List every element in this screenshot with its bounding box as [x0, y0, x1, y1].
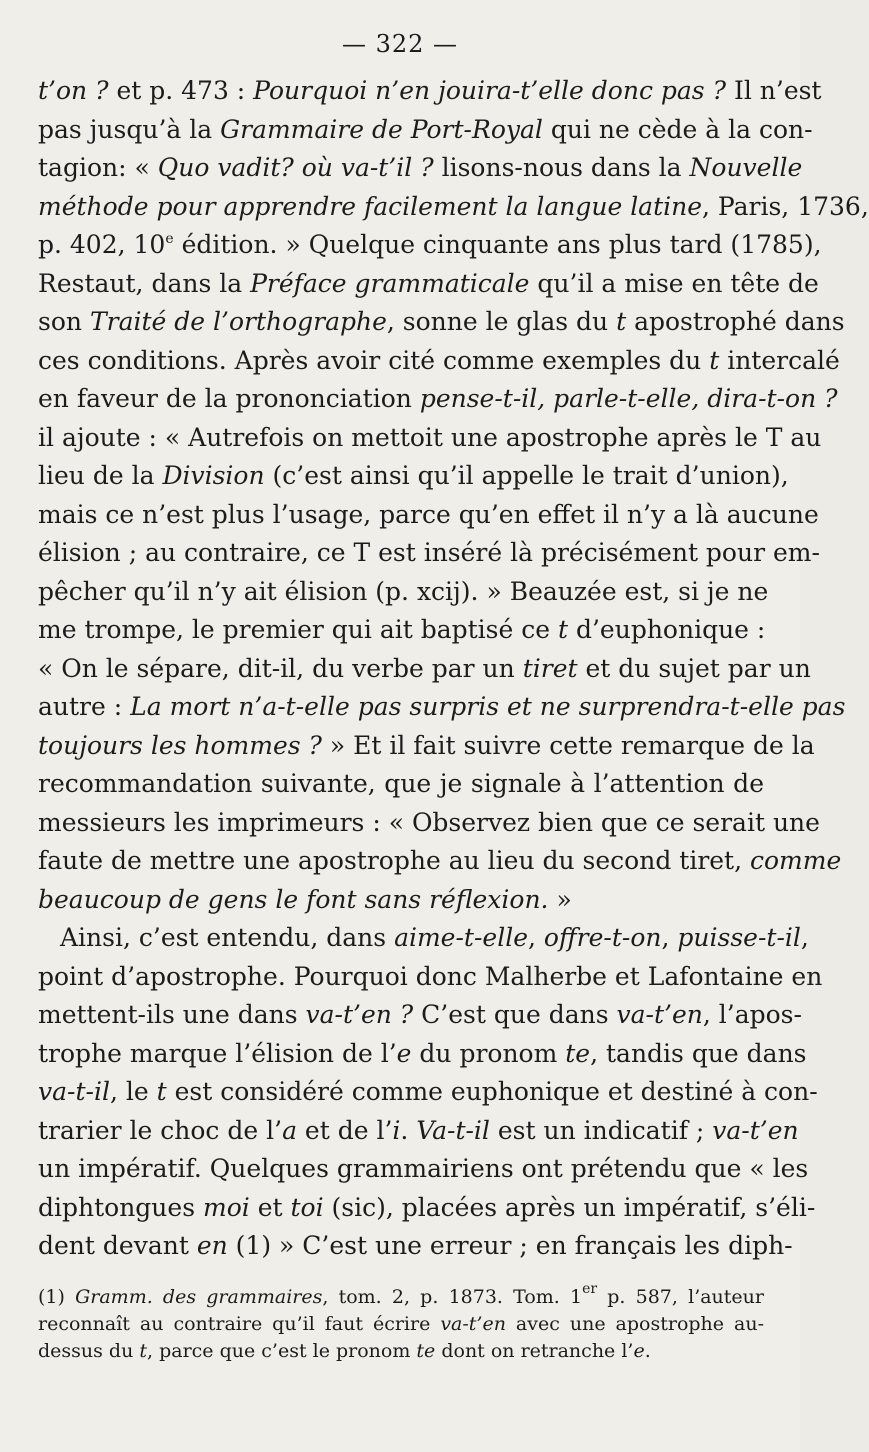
italic-text: te [416, 1340, 436, 1362]
text-run: pas jusqu’à la [38, 114, 221, 144]
text-line [38, 650, 811, 689]
text-run: , [661, 923, 678, 952]
text-line [38, 226, 822, 265]
italic-text: Division [162, 461, 265, 490]
text-run: , sonne le glas du [386, 307, 617, 336]
text-run: (sic), placées après un impératif, s’éli- [323, 1192, 816, 1222]
text-run: , parce que c’est le pronom [147, 1340, 417, 1362]
italic-text: toi [290, 1192, 324, 1222]
text-line [38, 688, 846, 727]
text-line [38, 1035, 807, 1074]
text-run: et de l’ [296, 1115, 393, 1145]
italic-text: en [196, 1231, 228, 1260]
text-line [38, 342, 840, 381]
text-run: p. 587, l’auteur [597, 1286, 764, 1308]
text-run: qui ne cède à la con- [542, 114, 813, 144]
text-run: pêcher qu’il n’y ait élision (p. xcij). » Beauzée est, si je ne [38, 576, 769, 606]
italic-text: Quo vadit? où va-t’il ? [157, 153, 434, 182]
text-run: un impératif. Quelques grammairiens ont prétendu que « les [38, 1154, 809, 1183]
text-run: trarier le choc de l’ [38, 1115, 283, 1145]
italic-text: Traité de l’orthographe [89, 307, 387, 336]
text-run: est un indicatif ; [489, 1115, 713, 1145]
italic-text: e [396, 1038, 412, 1068]
italic-text: a [282, 1115, 297, 1145]
text-line [38, 534, 820, 573]
italic-text: toujours les hommes ? [38, 730, 322, 760]
text-run: édition. » Quelque cinquante ans plus tard (1785), [173, 230, 822, 259]
footnote [38, 1281, 764, 1365]
text-line [38, 419, 822, 458]
italic-text: moi [202, 1192, 250, 1222]
text-line [38, 188, 869, 227]
text-run: , le [109, 1077, 157, 1106]
text-run: mettent-ils une dans [38, 1000, 306, 1029]
italic-text: va-t-il [38, 1077, 110, 1106]
italic-text: va-t’en ? [305, 1000, 414, 1029]
text-run: C’est que dans [413, 1000, 617, 1029]
italic-text: e [633, 1340, 645, 1362]
text-run: avec une apostrophe au- [505, 1313, 764, 1335]
text-line [38, 1189, 816, 1228]
text-run: » [548, 884, 572, 914]
text-run: (c’est ainsi qu’il appelle le trait d’union), [264, 461, 789, 490]
text-run: recommandation suivante, que je signale à l’attention de [38, 769, 764, 798]
text-line [38, 1227, 793, 1266]
text-run: son [38, 307, 90, 336]
text-line [38, 919, 809, 958]
text-run: et [249, 1192, 291, 1222]
text-run: faute de mettre une apostrophe au lieu du second tiret, [38, 846, 750, 875]
text-line [38, 457, 789, 496]
text-line [38, 265, 819, 304]
italic-text: tiret [522, 653, 578, 683]
text-run: lisons-nous dans la [433, 153, 690, 182]
italic-text: offre-t-on [543, 923, 662, 952]
italic-text: Nouvelle [689, 153, 803, 182]
text-run: qu’il a mise en tête de [529, 268, 819, 298]
italic-text: va-t’en [440, 1313, 506, 1335]
text-run: est considéré comme euphonique et destiné à con- [166, 1077, 818, 1106]
italic-text: Va-t-il [416, 1115, 490, 1145]
italic-text: t [616, 307, 627, 336]
text-run: p. 402, 10 [38, 230, 166, 259]
text-run: Ainsi, c’est entendu, dans [60, 923, 395, 952]
text-run: « On le sépare, dit-il, du verbe par un [38, 653, 523, 683]
text-line [38, 573, 769, 612]
italic-text: t [557, 615, 569, 644]
text-run: trophe marque l’élision de l’ [38, 1038, 397, 1068]
italic-text: va-t’en [616, 1000, 703, 1029]
text-line [38, 380, 838, 419]
italic-text: i [392, 1115, 401, 1145]
italic-text: Préface grammaticale [250, 268, 530, 298]
text-line [38, 149, 803, 188]
italic-text: t [709, 345, 720, 375]
text-run: élision ; au contraire, ce T est inséré là précisément pour em- [38, 538, 820, 567]
text-run: en faveur de la prononciation [38, 384, 420, 413]
text-line [38, 72, 822, 111]
text-run: , Paris, 1736, [702, 191, 869, 221]
italic-text: puisse-t-il [677, 923, 801, 952]
italic-text: pense-t-il, parle-t-elle, dira-t-on ? [419, 384, 838, 413]
text-run: (1) » C’est une erreur ; en français les diph- [227, 1231, 793, 1260]
text-run: diphtongues [38, 1192, 203, 1222]
text-line [38, 842, 842, 881]
text-run: messieurs les imprimeurs : « Observez bien que ce serait une [38, 807, 820, 837]
italic-text: t [139, 1340, 148, 1362]
italic-text: t [156, 1077, 167, 1106]
italic-text: Pourquoi n’en jouira-t’elle donc pas ? [253, 76, 726, 105]
text-line [38, 111, 813, 150]
footnote-line [38, 1311, 764, 1338]
text-run: , [800, 923, 809, 952]
superscript: e [165, 231, 174, 247]
text-run: tagion: « [38, 153, 158, 182]
text-run: . [400, 1115, 417, 1145]
superscript: er [582, 1281, 598, 1297]
italic-text: te [565, 1038, 591, 1068]
page-number: — 322 — [341, 30, 459, 58]
italic-text: Gramm. des grammaires [75, 1286, 323, 1308]
text-line [38, 881, 764, 920]
text-run: point d’apostrophe. Pourquoi donc Malherbe et Lafontaine en [38, 961, 823, 991]
text-line [38, 303, 845, 342]
text-run: (1) [38, 1286, 76, 1308]
text-run: Restaut, dans la [38, 268, 251, 298]
text-run: il ajoute : « Autrefois on mettoit une apostrophe après le T au [38, 422, 822, 452]
text-line [38, 958, 823, 997]
text-run: , l’apos- [702, 1000, 802, 1029]
footnote-line [38, 1338, 764, 1365]
text-line [38, 1073, 818, 1112]
italic-text: méthode pour apprendre facilement la langue latine [38, 191, 703, 221]
text-run: et p. 473 : [108, 76, 254, 105]
text-run: reconnaît au contraire qu’il faut écrire [38, 1313, 441, 1335]
text-run: intercalé [719, 345, 840, 375]
italic-text: t’on ? [38, 76, 109, 105]
text-run: dessus du [38, 1340, 140, 1362]
body-text [38, 72, 869, 1266]
text-run: , tom. 2, p. 1873. Tom. 1 [322, 1286, 583, 1308]
text-run: et du sujet par un [577, 653, 811, 683]
italic-text: va-t’en [712, 1115, 799, 1145]
text-line [38, 727, 815, 766]
text-run: du pronom [411, 1038, 566, 1068]
text-line [38, 765, 764, 804]
text-run: autre : [38, 692, 131, 721]
text-run: apostrophé dans [626, 307, 845, 336]
italic-text: La mort n’a-t-elle pas surpris et ne surprendra-t-elle pas [130, 692, 846, 721]
footnote-line [38, 1281, 764, 1311]
text-run: , tandis que dans [590, 1038, 807, 1068]
text-run: me trompe, le premier qui ait baptisé ce [38, 615, 558, 644]
text-run: dont on retranche l’ [435, 1340, 634, 1362]
italic-text: comme [750, 846, 842, 875]
text-run: , [528, 923, 544, 952]
text-run: . [644, 1340, 651, 1362]
text-line [38, 611, 764, 650]
text-run: ces conditions. Après avoir cité comme exemples du [38, 345, 710, 375]
text-run: Il n’est [726, 76, 822, 105]
text-line [38, 804, 820, 843]
text-run: » Et il fait suivre cette remarque de la [321, 730, 815, 760]
italic-text: beaucoup de gens le font sans réflexion. [38, 884, 549, 914]
text-run: mais ce n’est plus l’usage, parce qu’en effet il n’y a là aucune [38, 499, 819, 529]
text-line [38, 496, 819, 535]
italic-text: Grammaire de Port-Royal [220, 114, 543, 144]
text-run: lieu de la [38, 461, 163, 490]
text-run: dent devant [38, 1231, 197, 1260]
text-line [38, 996, 802, 1035]
text-run: d’euphonique : [568, 615, 766, 644]
text-line [38, 1112, 799, 1151]
italic-text: aime-t-elle [394, 923, 528, 952]
text-line [38, 1150, 809, 1189]
